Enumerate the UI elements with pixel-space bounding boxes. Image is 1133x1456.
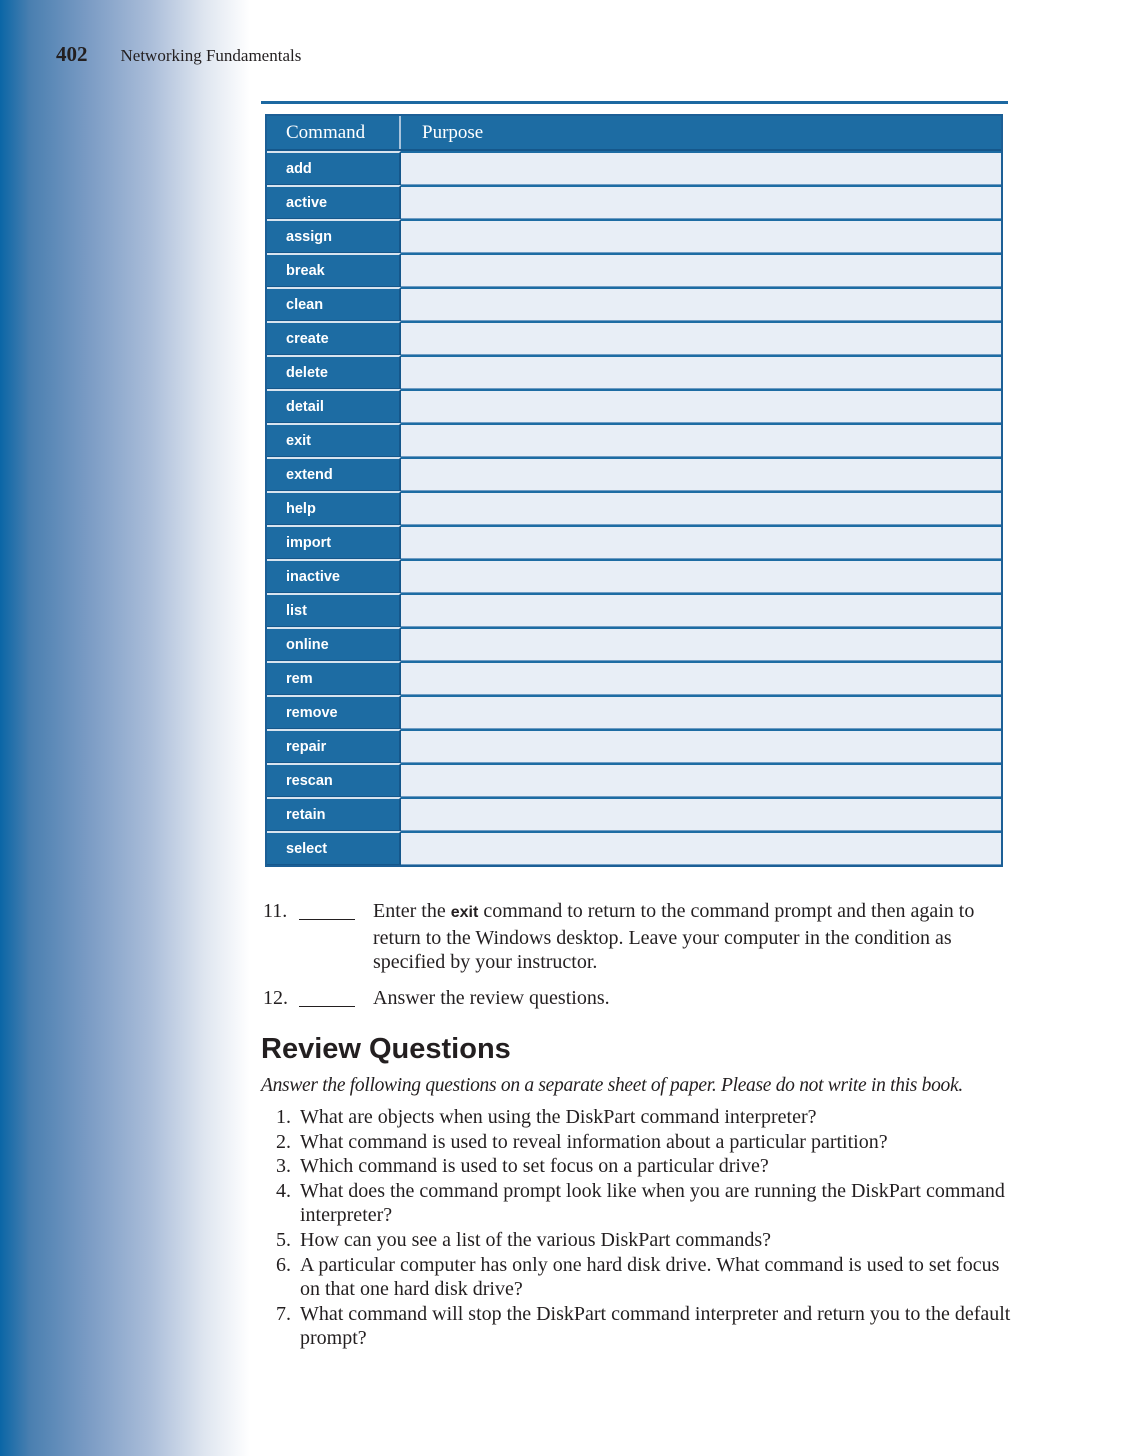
table-row — [267, 151, 1001, 185]
purpose-cell[interactable] — [401, 797, 1001, 831]
review-question — [263, 1228, 1013, 1253]
decorative-side-band — [0, 0, 250, 1456]
table-row — [267, 185, 1001, 219]
step-number: 11. — [263, 900, 288, 922]
table-row — [267, 729, 1001, 763]
step-number: 12. — [263, 986, 288, 1009]
question-number — [263, 1253, 300, 1302]
command-cell: retain — [267, 797, 401, 831]
purpose-cell[interactable] — [401, 253, 1001, 287]
command-cell: exit — [267, 423, 401, 457]
question-number-text: 2. — [276, 1130, 291, 1153]
running-head — [56, 42, 301, 70]
question-text: What are objects when using the DiskPart command interpreter? — [300, 1106, 817, 1128]
question-text: What command is used to reveal information about a particular partition? — [300, 1130, 888, 1153]
command-cell: inactive — [267, 559, 401, 593]
purpose-cell[interactable] — [401, 389, 1001, 423]
command-cell: assign — [267, 219, 401, 253]
table-row — [267, 253, 1001, 287]
purpose-cell[interactable] — [401, 661, 1001, 695]
review-question — [263, 1253, 1013, 1302]
step-11 — [263, 899, 1013, 975]
question-text: Which command is used to set focus on a particular drive? — [300, 1155, 769, 1178]
step-12 — [263, 986, 1013, 1011]
purpose-cell[interactable] — [401, 219, 1001, 253]
purpose-cell[interactable] — [401, 525, 1001, 559]
table-row — [267, 763, 1001, 797]
question-number — [263, 1130, 300, 1155]
table-row — [267, 661, 1001, 695]
command-cell: select — [267, 831, 401, 865]
purpose-cell[interactable] — [401, 321, 1001, 355]
question-number — [263, 1228, 300, 1253]
purpose-cell[interactable] — [401, 423, 1001, 457]
question-number — [263, 1154, 300, 1179]
inline-command: exit — [450, 904, 479, 921]
question-number-text: 6. — [276, 1253, 291, 1276]
step-text-part: Enter the — [373, 900, 451, 922]
command-cell: break — [267, 253, 401, 287]
header-purpose: Purpose — [422, 121, 484, 143]
command-cell: add — [267, 151, 401, 185]
purpose-cell[interactable] — [401, 729, 1001, 763]
table-header-row — [267, 116, 1001, 151]
purpose-cell[interactable] — [401, 627, 1001, 661]
book-title: Networking Fundamentals — [120, 46, 302, 65]
purpose-cell[interactable] — [401, 831, 1001, 865]
table-body — [267, 151, 1001, 865]
review-question — [263, 1154, 1013, 1179]
question-text: How can you see a list of the various DiskPart commands? — [300, 1228, 772, 1251]
step-text-part: command to return to the command prompt and then again to return to the Windows desktop. Leave your computer in the condition as specified by your instructor. — [373, 900, 975, 973]
command-cell: extend — [267, 457, 401, 491]
question-number — [263, 1105, 300, 1130]
purpose-cell[interactable] — [401, 491, 1001, 525]
command-cell: remove — [267, 695, 401, 729]
command-cell: help — [267, 491, 401, 525]
command-cell: clean — [267, 287, 401, 321]
command-cell: delete — [267, 355, 401, 389]
command-cell: rescan — [267, 763, 401, 797]
table-row — [267, 219, 1001, 253]
procedure-steps — [263, 899, 1013, 1021]
table-row — [267, 559, 1001, 593]
command-cell: rem — [267, 661, 401, 695]
table-row — [267, 627, 1001, 661]
question-number-text: 4. — [276, 1179, 291, 1202]
question-number — [263, 1302, 300, 1351]
review-question — [263, 1179, 1013, 1228]
review-question — [263, 1130, 1013, 1155]
purpose-cell[interactable] — [401, 457, 1001, 491]
question-text: A particular computer has only one hard disk drive. What command is used to set focus on that one hard disk drive? — [300, 1253, 1000, 1301]
purpose-cell[interactable] — [401, 185, 1001, 219]
command-cell: repair — [267, 729, 401, 763]
step-text: Answer the review questions. — [373, 986, 610, 1009]
table-row — [267, 525, 1001, 559]
purpose-cell[interactable] — [401, 355, 1001, 389]
table-row — [267, 593, 1001, 627]
table-top-rule — [261, 101, 1008, 104]
command-cell: create — [267, 321, 401, 355]
question-text: What command will stop the DiskPart command interpreter and return you to the default prompt? — [300, 1302, 1011, 1350]
review-question — [263, 1105, 1013, 1130]
review-instructions: Answer the following questions on a separate sheet of paper. Please do not write in this book. — [261, 1075, 963, 1096]
review-questions-list — [263, 1105, 1013, 1351]
purpose-cell[interactable] — [401, 593, 1001, 627]
command-cell: detail — [267, 389, 401, 423]
table-row — [267, 287, 1001, 321]
table-row — [267, 355, 1001, 389]
table-row — [267, 423, 1001, 457]
table-row — [267, 457, 1001, 491]
diskpart-command-table — [265, 114, 1003, 867]
table-row — [267, 695, 1001, 729]
question-number-text: 5. — [276, 1228, 291, 1251]
question-number-text: 3. — [276, 1155, 291, 1178]
command-cell: import — [267, 525, 401, 559]
command-cell: list — [267, 593, 401, 627]
table-row — [267, 321, 1001, 355]
table-row — [267, 831, 1001, 865]
command-cell: active — [267, 185, 401, 219]
step-text — [373, 899, 1013, 975]
table-row — [267, 389, 1001, 423]
purpose-cell[interactable] — [401, 151, 1001, 185]
purpose-cell[interactable] — [401, 559, 1001, 593]
question-number-text: 1. — [276, 1106, 291, 1128]
page-number: 402 — [56, 42, 88, 66]
table-row — [267, 491, 1001, 525]
command-cell: online — [267, 627, 401, 661]
question-number — [263, 1179, 300, 1228]
purpose-cell[interactable] — [401, 695, 1001, 729]
question-number-text: 7. — [276, 1302, 291, 1325]
purpose-cell[interactable] — [401, 763, 1001, 797]
purpose-cell[interactable] — [401, 287, 1001, 321]
header-command: Command — [267, 116, 401, 149]
step-checkoff-blank — [299, 900, 355, 920]
review-question — [263, 1302, 1013, 1351]
review-questions-heading: Review Questions — [261, 1033, 511, 1065]
question-text: What does the command prompt look like when you are running the DiskPart command interpreter? — [300, 1179, 1005, 1227]
step-checkoff-blank — [299, 987, 355, 1007]
table-row — [267, 797, 1001, 831]
